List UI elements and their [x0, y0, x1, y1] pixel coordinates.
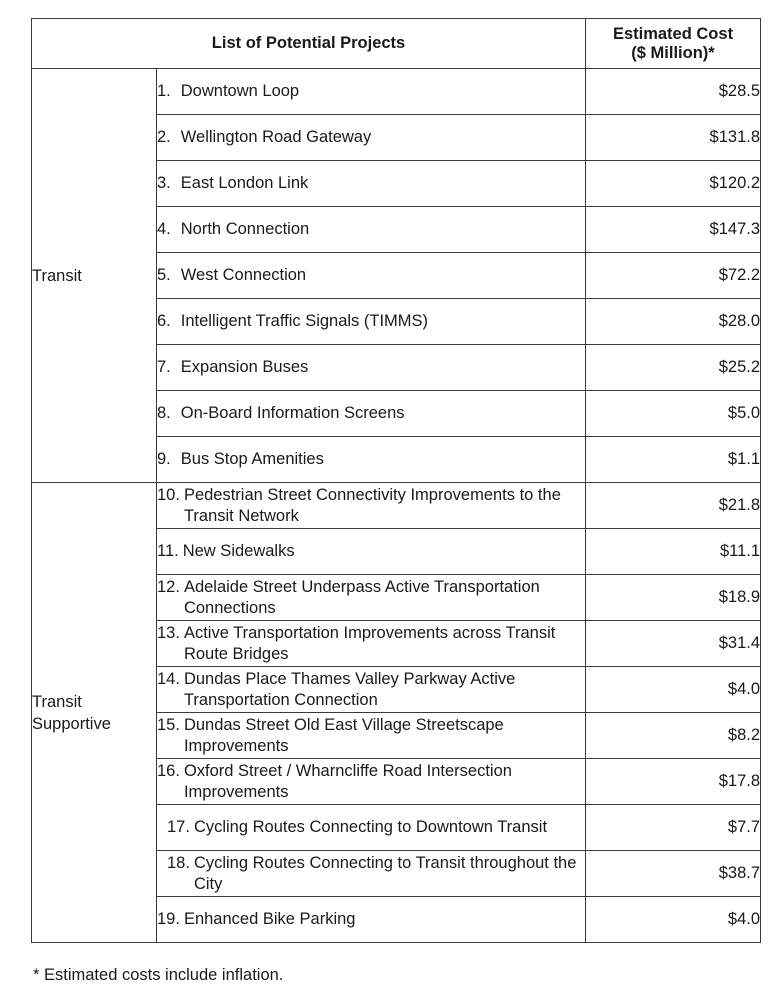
project-number: 6. — [157, 312, 171, 330]
project-name: Intelligent Traffic Signals (TIMMS) — [180, 312, 429, 330]
project-number: 11. — [157, 542, 179, 560]
cost-cell: $17.8 — [586, 759, 761, 805]
header-cost-line2: ($ Million)* — [631, 43, 715, 62]
table-body — [32, 69, 761, 943]
project-cell — [157, 207, 586, 253]
project-name: Dundas Place Thames Valley Parkway Active Transportation Connection — [183, 669, 516, 709]
project-cell — [157, 621, 586, 667]
project-cell — [157, 437, 586, 483]
header-cost-line1: Estimated Cost — [612, 24, 734, 43]
cost-cell: $1.1 — [586, 437, 761, 483]
project-name: Cycling Routes Connecting to Downtown Transit — [193, 818, 548, 836]
project-name: North Connection — [180, 220, 310, 238]
project-number: 10. — [157, 485, 180, 504]
cost-cell: $28.5 — [586, 69, 761, 115]
project-cell — [157, 161, 586, 207]
cost-cell: $28.0 — [586, 299, 761, 345]
project-number: 16. — [157, 761, 180, 780]
category-label-line: Supportive — [32, 714, 111, 733]
project-number: 18. — [167, 853, 190, 872]
project-number: 2. — [157, 128, 171, 146]
category-label-line: Transit — [32, 266, 82, 285]
project-number: 9. — [157, 450, 171, 468]
category-cell — [32, 483, 157, 943]
project-name: New Sidewalks — [182, 542, 295, 560]
project-name: Cycling Routes Connecting to Transit throughout the City — [193, 853, 577, 893]
cost-cell: $5.0 — [586, 391, 761, 437]
cost-cell: $11.1 — [586, 529, 761, 575]
project-cell — [157, 759, 586, 805]
project-cell — [157, 897, 586, 943]
project-cell — [157, 529, 586, 575]
cost-cell: $7.7 — [586, 805, 761, 851]
footnote: * Estimated costs include inflation. — [33, 966, 284, 984]
project-name: Bus Stop Amenities — [180, 450, 324, 468]
project-cell — [157, 391, 586, 437]
project-number: 8. — [157, 404, 171, 422]
project-cell — [157, 69, 586, 115]
cost-cell: $38.7 — [586, 851, 761, 897]
cost-cell: $147.3 — [586, 207, 761, 253]
project-number: 1. — [157, 82, 171, 100]
header-project: List of Potential Projects — [32, 19, 586, 69]
cost-cell: $31.4 — [586, 621, 761, 667]
project-number: 14. — [157, 669, 180, 688]
project-name: Dundas Street Old East Village Streetscape Improvements — [183, 715, 504, 755]
cost-cell: $18.9 — [586, 575, 761, 621]
project-number: 17. — [167, 818, 190, 836]
project-cell — [157, 667, 586, 713]
project-name: Oxford Street / Wharncliffe Road Intersection Improvements — [183, 761, 512, 801]
project-name: Downtown Loop — [180, 82, 300, 100]
cost-cell: $4.0 — [586, 667, 761, 713]
project-cell — [157, 115, 586, 161]
project-name: West Connection — [180, 266, 307, 284]
project-cell — [157, 805, 586, 851]
cost-cell: $120.2 — [586, 161, 761, 207]
project-name: Enhanced Bike Parking — [183, 910, 356, 928]
project-number: 13. — [157, 623, 180, 642]
table-row — [32, 69, 761, 115]
project-number: 19. — [157, 910, 180, 928]
project-cell — [157, 299, 586, 345]
project-name: Active Transportation Improvements across Transit Route Bridges — [183, 623, 556, 663]
project-cell — [157, 253, 586, 299]
category-label-line: Transit — [32, 692, 82, 711]
project-number: 3. — [157, 174, 171, 192]
cost-cell: $131.8 — [586, 115, 761, 161]
project-name: On-Board Information Screens — [180, 404, 405, 422]
project-name: East London Link — [180, 174, 309, 192]
project-name: Wellington Road Gateway — [180, 128, 372, 146]
project-cell — [157, 483, 586, 529]
header-cost — [586, 19, 761, 69]
project-cell — [157, 851, 586, 897]
project-number: 15. — [157, 715, 180, 734]
project-number: 5. — [157, 266, 171, 284]
projects-table — [31, 18, 761, 943]
cost-cell: $25.2 — [586, 345, 761, 391]
cost-cell: $21.8 — [586, 483, 761, 529]
project-number: 4. — [157, 220, 171, 238]
project-cell — [157, 345, 586, 391]
cost-cell: $8.2 — [586, 713, 761, 759]
project-cell — [157, 713, 586, 759]
project-cell — [157, 575, 586, 621]
project-number: 12. — [157, 577, 180, 596]
project-name: Adelaide Street Underpass Active Transportation Connections — [183, 577, 540, 617]
project-name: Expansion Buses — [180, 358, 309, 376]
cost-cell: $72.2 — [586, 253, 761, 299]
category-cell — [32, 69, 157, 483]
table-row — [32, 483, 761, 529]
table-header-row — [32, 19, 761, 69]
cost-cell: $4.0 — [586, 897, 761, 943]
project-name: Pedestrian Street Connectivity Improvements to the Transit Network — [183, 485, 561, 525]
project-number: 7. — [157, 358, 171, 376]
